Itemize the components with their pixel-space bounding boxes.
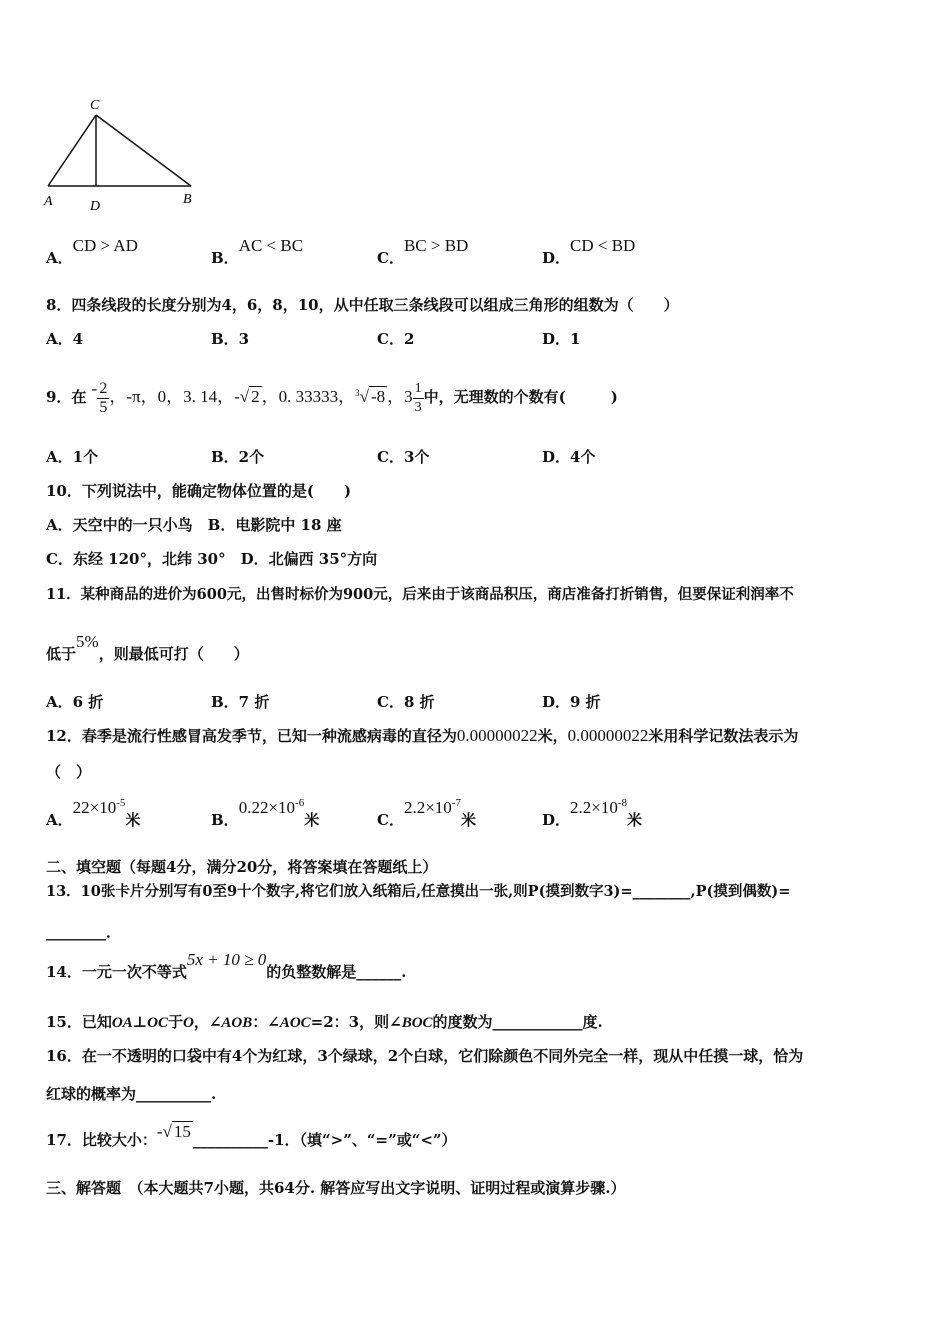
label-b: B <box>183 192 192 207</box>
sqrt-2: √ 2 <box>239 387 260 406</box>
fraction-2-5: $\frac{2}{5}$ <box>99 379 108 416</box>
q11-option-d: D．9 折 <box>542 693 601 711</box>
q7-option-c: C．BC > BD <box>377 236 469 267</box>
q13-line2: ________． <box>46 923 122 941</box>
q13-line1: 13．10张卡片分别写有0至9十个数字,将它们放入纸箱后,任意摸出一张,则P(摸到数字3)=________,P(摸到偶数)= <box>46 883 791 900</box>
q12-option-d: D．$2.2\times 10^{-8}$米 <box>542 797 643 829</box>
q16-line1: 16．在一不透明的口袋中有4个为红球，3个绿球，2个白球，它们除颜色不同外完全一样，现从中任摸一球，恰为 <box>46 1047 804 1065</box>
q9-option-a: A．1个 <box>46 448 99 466</box>
q12-line2: （ ） <box>46 763 92 781</box>
q16-line2: 红球的概率为__________. <box>46 1085 217 1103</box>
q8-option-a: A．4 <box>46 330 84 348</box>
q9-option-b: B．2个 <box>211 448 265 466</box>
side-cb <box>96 115 191 186</box>
q14-stem: 14．一元一次不等式5x + 10 ≥ 0的负整数解是______. <box>46 950 407 981</box>
q10-stem: 10．下列说法中，能确定物体位置的是( ) <box>46 482 352 500</box>
q11-line2: 低于5%，则最低可打（ ） <box>46 632 249 663</box>
label-c: C <box>90 98 100 113</box>
q15-stem: 15．已知OA⊥OC于O，∠AOB：∠AOC=2：3，则∠BOC的度数为____________度. <box>46 1013 603 1031</box>
q10-options-line1: A．天空中的一只小鸟 B．电影院中 18 座 <box>46 516 342 534</box>
q12-option-b: B．$0.22\times 10^{-6}$米 <box>211 797 320 829</box>
q7-option-d: D．CD < BD <box>542 236 636 267</box>
mixed-number: 3 $\frac{1}{3}$ <box>404 380 422 415</box>
label-a: A <box>44 194 53 209</box>
q11-option-c: C．8 折 <box>377 693 435 711</box>
q9-stem: 9．在 - $\frac{2}{5}$ ，-π，0，3. 14，-√ 2 ，0. 33333，$^3$√ -8 ，3 $\frac{1}{3}$ 中，无理数的个数有( ) <box>46 379 618 416</box>
triangle-figure <box>40 95 210 220</box>
label-d: D <box>90 199 101 214</box>
cube-root-neg8: $^3$√ -8 <box>355 387 386 406</box>
q7-option-b: B．AC < BC <box>211 236 304 267</box>
q9-option-c: C．3个 <box>377 448 430 466</box>
section2-heading: 二、填空题（每题4分，满分20分，将答案填在答题纸上） <box>46 858 438 876</box>
q11-option-b: B．7 折 <box>211 693 270 711</box>
side-ac <box>48 115 96 186</box>
q9-option-d: D．4个 <box>542 448 596 466</box>
q12-line1: 12．春季是流行性感冒高发季节，已知一种流感病毒的直径为0.00000022米，0.00000022米用科学记数法表示为 <box>46 726 799 745</box>
q11-option-a: A．6 折 <box>46 693 104 711</box>
q10-options-line2: C．东经 120°，北纬 30° D．北偏西 35°方向 <box>46 550 378 568</box>
q17-stem: 17．比较大小：-√ 15 __________-1．（填“>”、“=”或“<”） <box>46 1122 457 1149</box>
section3-heading: 三、解答题 （本大题共7小题，共64分. 解答应写出文字说明、证明过程或演算步骤.） <box>46 1179 626 1197</box>
q12-option-a: A．$22\times 10^{-5}$米 <box>46 797 141 829</box>
q8-option-c: C．2 <box>377 330 415 348</box>
neg-sqrt-15: -√ 15 <box>156 1122 191 1141</box>
q8-option-b: B．3 <box>211 330 250 348</box>
q11-line1: 11．某种商品的进价为600元，出售时标价为900元，后来由于该商品积压，商店准备打折销售，但要保证利润率不 <box>46 586 794 603</box>
q8-stem: 8．四条线段的长度分别为4，6，8，10，从中任取三条线段可以组成三角形的组数为（ ） <box>46 296 679 314</box>
q8-option-d: D．1 <box>542 330 581 348</box>
q12-option-c: C．$2.2\times 10^{-7}$米 <box>377 797 476 829</box>
q7-option-a: A．CD > AD <box>46 236 138 267</box>
